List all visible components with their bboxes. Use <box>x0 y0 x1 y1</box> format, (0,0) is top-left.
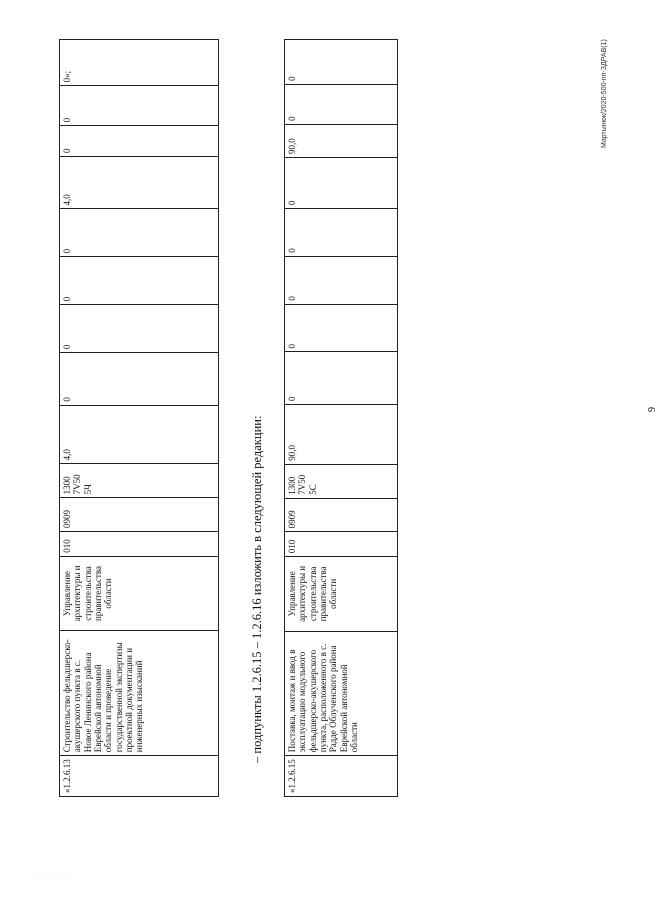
cell-year-3: 0 <box>60 257 219 305</box>
table-2 <box>284 39 398 797</box>
cell-description: Строительство фельдшерско-акушерского пункта в с. Новое Ленинского района Еврейской автономной области и проведение государственной экспертизы проектной документации и инженерных изысканий <box>60 631 219 756</box>
cell-year-4: 0 <box>285 208 398 256</box>
cell-code-grbs: 010 <box>60 531 219 556</box>
cell-year-1: 0 <box>60 353 219 406</box>
document-watermark: Мартынюк/2020-500-пп-ЗДРАВ(1) <box>601 39 608 148</box>
cell-executor: Управление архитектуры и строительства правительства области <box>285 557 398 631</box>
amendment-heading: – подпункты 1.2.6.15 – 1.2.6.16 изложить в следующей редакции: <box>250 415 264 763</box>
cell-year-5: 0 <box>285 157 398 208</box>
cell-year-6: 0 <box>60 126 219 157</box>
cell-year-3: 0 <box>285 256 398 304</box>
cell-year-8: 0»; <box>60 40 219 86</box>
cell-year-7: 0 <box>285 84 398 124</box>
cell-code-target: 1300 7V50 5Ч <box>60 464 219 498</box>
cell-total: 90,0 <box>285 405 398 465</box>
page-number: 9 <box>647 407 658 412</box>
cell-executor: Управление архитектуры и строительства правительства области <box>60 556 219 631</box>
cell-description: Поставка, монтаж и ввод в эксплуатацию модульного фельдшерско-акушерского пункта, расположенного в с. Радде Облученского района Еврейской автономной области <box>285 631 398 756</box>
cell-code-section: 0909 <box>285 498 398 532</box>
table-1-container <box>59 39 219 797</box>
cell-year-1: 0 <box>285 352 398 405</box>
cell-year-8: 0 <box>285 40 398 85</box>
table-1-row <box>60 40 219 797</box>
cell-year-4: 0 <box>60 209 219 257</box>
cell-year-2: 0 <box>285 304 398 352</box>
cell-code-grbs: 010 <box>285 532 398 557</box>
cell-year-2: 0 <box>60 305 219 353</box>
cell-item-number: «1.2.6.15 <box>285 756 398 797</box>
table-2-row <box>285 40 398 797</box>
cell-year-7: 0 <box>60 86 219 126</box>
cell-year-5: 4,0 <box>60 157 219 209</box>
scan-marks: · · · · · <box>36 876 70 882</box>
cell-year-6: 90,0 <box>285 124 398 157</box>
cell-total: 4,0 <box>60 405 219 464</box>
table-1 <box>59 39 219 797</box>
cell-code-target: 1300 7V50 5С <box>285 464 398 498</box>
cell-item-number: «1.2.6.13 <box>60 756 219 797</box>
cell-code-section: 0909 <box>60 498 219 532</box>
table-2-container <box>284 39 398 797</box>
